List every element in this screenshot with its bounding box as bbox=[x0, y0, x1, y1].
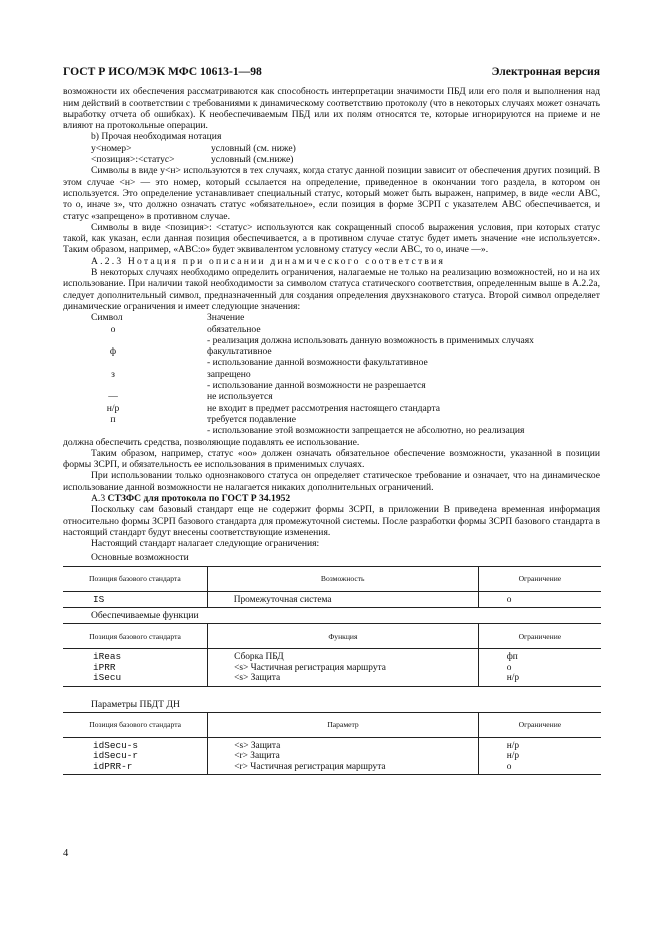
notation-list bbox=[63, 143, 600, 166]
table-row bbox=[63, 737, 601, 751]
parameters-table bbox=[63, 712, 601, 775]
symbol-value: не входит в предмет рассмотрения настоящего стандарта bbox=[207, 402, 441, 414]
page-number: 4 bbox=[63, 848, 69, 859]
table-cell-item: Сборка ПБД bbox=[208, 649, 479, 663]
document-page bbox=[63, 66, 600, 779]
symbol-value: требуется подавление bbox=[207, 413, 296, 425]
symbol: з bbox=[111, 368, 115, 380]
column-header: Параметр bbox=[208, 712, 479, 737]
paragraph-base-standard: Поскольку сам базовый стандарт еще не содержит формы ЗСРП, в приложении В приведена временная информация относительно формы ЗСРП базового стандарта для промежуточной системы. После разработки формы ЗСРП базового стандарта в настоящий стандарт будут внесены соответствующие изменения. bbox=[63, 504, 600, 538]
page-header bbox=[63, 66, 600, 77]
section-a3-heading: СТЗФС для протокола по ГОСТ Р 34.1952 bbox=[107, 492, 291, 504]
standard-designation: ГОСТ Р ИСО/МЭК МФС 10613-1—98 bbox=[63, 65, 262, 78]
table-row bbox=[63, 591, 601, 607]
symbol: о bbox=[110, 323, 116, 335]
paragraph-suppression-cont: должна обеспечить средства, позволяющие подавлять ее использование. bbox=[63, 436, 360, 448]
value-header: Значение bbox=[207, 312, 245, 324]
section-a3-title bbox=[63, 493, 600, 504]
column-header: Ограничение bbox=[478, 712, 601, 737]
table-header-row bbox=[63, 566, 601, 591]
symbol-note: - использование данной возможности факультативное bbox=[207, 357, 428, 369]
symbol-row bbox=[91, 346, 600, 357]
table-row bbox=[63, 751, 601, 761]
table-cell-item: Промежуточная система bbox=[207, 591, 478, 607]
notation-heading: b) Прочая необходимая нотация bbox=[91, 131, 222, 143]
symbol-row bbox=[91, 324, 600, 335]
paragraph-single-status: При использовании только однознакового статуса он определяет статическое требование и означает, что на динамическое использование данной возможности не налагается никаких дополнительных ограничений. bbox=[63, 470, 600, 493]
column-header: Позиция базового стандарта bbox=[63, 712, 208, 737]
table-cell-position: iReas bbox=[63, 649, 208, 663]
table-cell-item: <s> Защита bbox=[208, 673, 479, 686]
symbol-table-header bbox=[91, 312, 600, 323]
notation-desc: условный (см.ниже) bbox=[211, 154, 294, 166]
symbol-row bbox=[91, 414, 600, 425]
table-cell-restriction: н/р bbox=[506, 751, 520, 762]
symbol-header: Символ bbox=[91, 312, 123, 324]
table-row bbox=[63, 663, 601, 673]
notation-desc: условный (см. ниже) bbox=[211, 142, 296, 154]
table-caption: Обеспечиваемые функции bbox=[91, 610, 199, 622]
functions-table bbox=[63, 623, 601, 686]
symbol: ф bbox=[109, 346, 117, 358]
symbol-row bbox=[91, 369, 600, 380]
table-cell-item: <s> Частичная регистрация маршрута bbox=[208, 663, 479, 673]
symbol-note: - использование этой возможности запрещается не абсолютно, но реализация bbox=[207, 425, 525, 437]
symbol-table bbox=[91, 312, 600, 436]
paragraph-intro: возможности их обеспечения рассматриваются как способность интерпретации значимости ПБД или его поля и выполнения над ним действий в соответствии с требованиями к динамическому соответствию протоколу (что в некоторых случаях может означать выработку отчета об ошибках). К необеспечиваемым ПБД или их полям относятся те, которые игнорируются на приеме и не влияют на протокольные операции. bbox=[63, 86, 600, 132]
table-cell-position: idSecu-s bbox=[63, 737, 208, 751]
symbol-note: - реализация должна использовать данную возможность в применимых случаях bbox=[207, 334, 534, 346]
version-label: Электронная версия bbox=[491, 65, 600, 78]
notation-symbol: у<номер> bbox=[91, 142, 132, 154]
table-cell-item: <r> Частичная регистрация маршрута bbox=[208, 762, 479, 775]
table-row bbox=[63, 762, 601, 775]
symbol-value: не используется bbox=[207, 391, 273, 403]
table-header-row bbox=[63, 624, 601, 649]
table-cell-restriction: о bbox=[506, 662, 512, 673]
notation-symbol: <позиция>:<статус> bbox=[91, 154, 175, 166]
table-cell-position: idSecu-r bbox=[63, 751, 208, 761]
table-cell-position: iPRR bbox=[63, 663, 208, 673]
table-cell-restriction: н/р bbox=[478, 673, 601, 686]
paragraph-oo-example: Таким образом, например, статус «оо» должен означать обязательное обеспечение возможности, указанной в позиции формы ЗСРП, и обязательность ее использования в применимых случаях. bbox=[63, 447, 600, 471]
table-caption: Параметры ПБДТ ДН bbox=[91, 698, 180, 710]
table-header-row bbox=[63, 712, 601, 737]
symbol-value: обязательное bbox=[207, 323, 261, 335]
table-row bbox=[63, 673, 601, 686]
symbol-row bbox=[91, 403, 600, 414]
column-header: Позиция базового стандарта bbox=[63, 624, 208, 649]
table-cell-restriction: о bbox=[478, 591, 601, 607]
column-header: Функция bbox=[208, 624, 479, 649]
paragraph-position-status: Символы в виде <позиция>: <статус> используются как сокращенный способ выражения условия, при которых статус такой, как указан, если данная позиция обеспечивается, а в противном случае статус будет иметь значение «не используется». Таким образом, например, «АВС:о» будет эквивалентом условному статусу «если АВС, то о, иначе —». bbox=[63, 221, 600, 256]
column-header: Ограничение bbox=[478, 624, 601, 649]
paragraph-restrictions: Настоящий стандарт налагает следующие ограничения: bbox=[91, 538, 320, 550]
table-cell-restriction: н/р bbox=[506, 740, 520, 751]
column-header: Позиция базового стандарта bbox=[63, 566, 207, 591]
table-cell-position: iSecu bbox=[63, 673, 208, 686]
table-cell-item: <r> Защита bbox=[208, 751, 479, 761]
column-header: Возможность bbox=[207, 566, 478, 591]
column-header: Ограничение bbox=[478, 566, 601, 591]
paragraph-conditional: Символы в виде у<н> используются в тех случаях, когда статус данной позиции зависит от обеспечения других позиций. В этом случае <н> — это номер, который ссылается на определение, приведенное в окончании того раздела, в котором он используется. Это определение устанавливает специальный статус, который может быть выражен, например, в виде «если АВС, то о, иначе з», что должно означать статус «обязательное», если позиция в форме ЗСРП с указателем АВС обеспечивается, и статус «запрещено» в противном случае. bbox=[63, 165, 600, 222]
symbol: п bbox=[110, 413, 116, 425]
paragraph-dynamic: В некоторых случаях необходимо определить ограничения, налагаемые не только на реализацию возможностей, но и на их использование. При наличии такой необходимости за символом статуса статического соответствия, определенным выше в А.2.2а, следует дополнительный символ, предназначенный для создания определения двухзнакового статуса. Второй символ определяет динамические ограничения и имеет следующие значения: bbox=[63, 267, 600, 312]
notation-row bbox=[63, 143, 600, 154]
notation-row bbox=[63, 154, 600, 165]
symbol: — bbox=[108, 391, 118, 403]
table-cell-position: idPRR-r bbox=[63, 762, 208, 775]
section-a223-title: А.2.3 Нотация при описании динамического соответствия bbox=[91, 255, 446, 267]
capabilities-table bbox=[63, 566, 601, 608]
table-cell-position: IS bbox=[63, 591, 207, 607]
symbol-row bbox=[91, 391, 600, 402]
table-caption: Основные возможности bbox=[91, 552, 189, 564]
table-cell-item: <s> Защита bbox=[208, 737, 479, 751]
section-a3-number: А.3 bbox=[91, 492, 108, 504]
symbol-value: запрещено bbox=[207, 368, 251, 380]
table-cell-restriction: фп bbox=[506, 652, 518, 663]
table-row bbox=[63, 649, 601, 663]
symbol: н/р bbox=[106, 402, 120, 414]
table-cell-restriction: о bbox=[478, 762, 601, 775]
symbol-value: факультативное bbox=[207, 346, 272, 358]
symbol-note: - использование данной возможности не разрешается bbox=[207, 380, 426, 392]
